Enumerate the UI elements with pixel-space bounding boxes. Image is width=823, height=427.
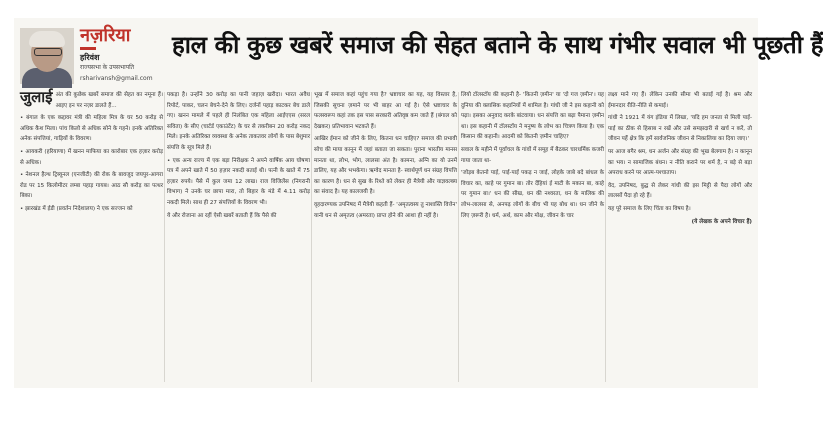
paragraph: लक्ष्य माने गए हैं। लेकिन उनकी सीमा भी बताई गई है। श्रम और ईमानदार रीति-नीति से कमाई। xyxy=(608,92,752,109)
newspaper-clipping xyxy=(14,18,823,388)
column-divider xyxy=(311,92,312,382)
column-divider xyxy=(605,92,606,382)
author-photo xyxy=(20,28,74,84)
paragraph: पर आज बगैर श्रम, धन अर्जन और संग्रह की भूख बेलगाम है। न कानून का भय। न सामाजिक बंधन। न नीति कराने पर शर्म है, न बड़े से बड़ा अपराध करने पर आत्म-पश्चाताप। xyxy=(608,148,752,177)
author-role: राज्यसभा के उपसभापति xyxy=(80,64,135,71)
paragraph: सवाल के महीने में पूर्वांचल के गांवों में समूह में बैठकर चारधर्मिक कजरी गाया जाता था- xyxy=(461,146,604,164)
paragraph: गांधी ने 1921 में यंग इंडिया में लिखा, 'यदि हम जनता से मिली पाई-पाई का ठीक से हिसाब न रखें और उसे समझदारी से खर्च न करें, तो जीवन पर्हे क्षेत्र कि हमें सार्वजनिक जीवन से निकालिया का दिया जाए।' xyxy=(608,115,752,143)
paragraph: भूख में समाज कहां पहुंच गया है? भ्रष्टाचार का यह, यह विस्तार है, जिसकी सूचना ज़माने पर भी बाहर आ गई है। ऐसे भ्रष्टाचार के फलस्वरूप कहां तक इस पास सरकारी अतिवृष्ठ कम जाते हैं (बंगाल को देखकर) प्रतिभावान भटकते हैं। xyxy=(314,92,457,130)
paragraph: 'जोड़ब केतनो पाई, पाई-पाई पकड़ न जाई, लोहके जाबे बदे बांधल के विचार का, काहे पर गुमान बा। तोर देंहियां ई माटी के मकान बा, काहे पर गुमान बा।' धन की सीख, धन की नश्वरता, धन के मालिक की लोभ-लालसा से, अनपढ़ लोगों के बीच भी यह बोध था। धन जीने के लिए ज़रूरी है। धर्म, अर्थ, काम और मोक्ष, जीवन के चार xyxy=(461,170,604,219)
paragraph: यह पूरे समाज के लिए चिंता का विषय है। xyxy=(608,205,691,212)
paragraph xyxy=(20,90,163,111)
paragraph: • बंगाल के एक कद्दावर मंत्री की महिला मित्र के घर 50 करोड़ से अधिक कैश मिला। पांच किलो से अधिक सोने के गहने। इनके अतिरिक्त अनेक संपत्तियां, गाड़ियों के विवरण। xyxy=(20,115,163,143)
author-email: rsharivansh@gmail.com xyxy=(80,75,153,82)
author-disclaimer: (ये लेखक के अपने विचार हैं) xyxy=(691,218,752,225)
drop-word: जुलाई xyxy=(20,88,53,106)
paragraph: पकड़ा है। उन्होंने 30 करोड़ का पानी जहाज़ खरीदा। भारत अवैध रिपोर्ट, पाकर, चलन बेचने-देने के लिए। दर्जनों पहाड़ काटकर बेच डाले गए। खनन मामले में पहले ही निलंबित एक महिला आईएएस (सरल सविता) के सीए (चार्टर्ड एकाउंटेंट) के घर से तकरीबन 20 करोड़ नकद मिले। इनके अतिरिक्त व्यवस्था के अनेक ताकतवर लोगों के पास बेशुमार संपत्ति के सूत्र मिले हैं। xyxy=(167,92,310,151)
paragraph: • नेशनल हैल्थ ट्रिब्यूनल (एनजीटी) की रोक के बावजूद जयपुर-आगरा रोड पर 15 किलोमीटर लम्बा पहाड़ गायब। आठ सौ करोड़ का पत्थर बिका। xyxy=(20,172,163,200)
column-divider xyxy=(458,92,459,382)
paragraph-text: अंत की कुछेक खबरें समाज की सेहत का नमूना हैं। आइए इन पर नज़र डालते हैं... xyxy=(55,92,163,109)
paragraph: • आयकरी (हरियाणा) में खनन माफिया का कारोबार एक हज़ार करोड़ से अधिक। xyxy=(20,148,163,166)
text-column-3 xyxy=(314,90,457,223)
article-body xyxy=(14,90,758,386)
paragraph: लियो टॉलस्टॉय की कहानी है- 'कितनी ज़मीन' या 'दो गज ज़मीन'। यह दुनिया की क्लासिक कहानियों में शामिल है। गांधी जी ने इस कहानी को पढ़ा। इसका अनुवाद करके बांटवाया। धन संपत्ति का बढ़ा पैमाना ज़मीन था। इस कहानी में टॉलस्टॉय ने मनुष्य के लोभ का चित्रण किया है। एक किसान की कहानी। आदमी को कितनी ज़मीन चाहिए? xyxy=(461,92,604,141)
column-header xyxy=(14,18,823,88)
paragraph: • एक अन्य राज्य में एक बड़ा निरीक्षक ने अपने वार्षिक आय घोषणा पत्र में अपने खाते में 50 हज़ार नकदी बताई थी। पत्नी के खाते में 75 हज़ार रुपये। पैसे में कुल जमा 12 लाख। राज विजिलेंस (निगरानी विभाग) ने उनके घर छापा मारा, तो बिहार के मंडे में 4.11 करोड़ नकदी मिले। साथ ही 27 संपत्तियों के विवरण भी। xyxy=(167,157,310,206)
column-divider xyxy=(164,92,165,382)
text-column-5 xyxy=(608,90,752,229)
paragraph: ये और रोजाना आ रहीं ऐसी खबरें बताती हैं कि पैसे की xyxy=(167,212,277,219)
text-column-4 xyxy=(461,90,604,223)
author-name: हरिवंश xyxy=(80,53,100,62)
text-column-1 xyxy=(20,90,163,217)
column-name-underline xyxy=(80,47,96,50)
paragraph: • झारखंड में ईडी (प्रवर्तन निदेशालय) ने एक सज्जन को xyxy=(20,205,133,212)
column-name: नज़रिया xyxy=(80,25,131,46)
paragraph: वृहदारण्यक उपनिषद में मैत्रेयी कहती हैं- 'अमृतत्वस्य तु नाशास्ति वित्तेन' यानी धन से अमृतत्व (अमरता) प्राप्त होने की आशा ही नहीं है। xyxy=(314,201,457,219)
paragraph: आखिर ईमान को जीने के लिए, कितना धन चाहिए? समाज की प्रभावी सोच की माया कानून में जहां बताता जा सकता। पुराना भारतीय मानस मानता था, लोभ, भोग, लालसा अंत है। कामना, अग्नि का यो उनमें डालिए, यह और भभकेगा। ऋग्वेद मानता है- स्वार्थपूर्ण धन संग्रह विपत्ति का कारण है। धन से सुख के रिश्ते को लेकर ही मैत्रेयी और याज्ञवल्क्य का संवाद है। यह कालजयी है। xyxy=(314,136,457,196)
article-headline: हाल की कुछ खबरें समाज की सेहत बताने के साथ गंभीर सवाल भी पूछती हैं xyxy=(172,31,823,59)
text-column-2 xyxy=(167,90,310,223)
column-byline xyxy=(80,26,172,83)
paragraph: वेद, उपनिषद, बुद्ध से लेकर गांधी की इस मिट्टी से पैदा लोगों और लालसों पैदा हो रहे हैं। xyxy=(608,182,752,200)
